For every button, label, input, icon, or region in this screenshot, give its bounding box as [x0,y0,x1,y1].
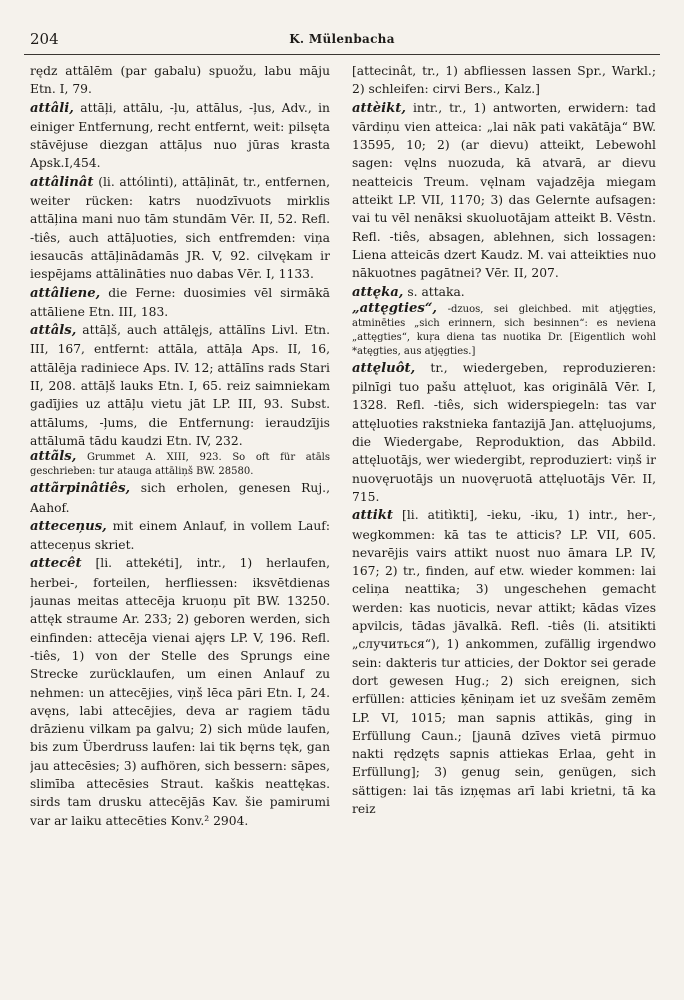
headword: „attęgties“, [352,300,438,316]
dictionary-entry [30,173,330,284]
headword: attãls, [30,449,77,465]
header-rule [24,54,660,55]
dictionary-entry [30,450,330,479]
right-column [352,62,656,982]
entry-text: -dzuos, sei gleichbed. mit atjęgties, atminēties „sich erinnern, sich besinnen“: es neviena „attęgties“, kuŗa diena tas nuotika Dr. [Eigentlich wohl *atęgties, aus atjęgties.] [352,303,656,357]
headword: attâlinât [30,174,94,190]
dictionary-entry [30,321,330,450]
dictionary-entry [352,506,656,818]
dictionary-entry [30,99,330,173]
dictionary-entry [30,479,330,517]
headword: atteceņus, [30,518,107,534]
entry-text: tr., wiedergeben, reproduzieren: pilnīgi tuo pašu attęluot, kas originālā Vēr. I, 1328. Refl. -tiês, sich widerspiegeln: tas var attęluoties rakstnieka fantazijā Jan. attęluojums, die Wiedergabe, Reproduktion, das Abbild. attęluotājs, wer wiedergibt, reproduziert: viņš ir nuovęruotājs un nuovęruotā attęluotājs Vēr. II, 715. [352,360,656,504]
entry-text: Grummet A. XIII, 923. So oft für atāls geschrieben: tur atauga attāliņš BW. 28580. [30,452,330,478]
entry-text: die Ferne: duosimies vēl sirmākā attāliene Etn. III, 183. [30,285,330,319]
dictionary-entry [30,554,330,829]
headword: attâls, [30,323,77,339]
headword: attèikt, [352,100,406,116]
headword: attikt [352,508,393,524]
dictionary-entry [352,302,656,359]
dictionary-entry [30,517,330,555]
entry-text: [li. atteke̒ti], intr., 1) herlaufen, herbei-, forteilen, herfliessen: iksvētdienas jaunas meitas attecēja kruoņu pīt BW. 13250. attęk straume Ar. 233; 2) geboren werden, sich einfinden: attecēja vienai ajęrs LP. V, 196. Refl. -tiês, 1) von der Stelle des Sprungs eine Strecke zurücklaufen, um einen Anlauf zu nehmen: un attecējies, viņš lēca pāri Etn. I, 24. avęns, labi attecējies, deva ar ragiem tādu drāzienu vilkam pa galvu; 2) sich müde laufen, bis zum Überdruss laufen: lai tik bęrns tęk, gan jau attecēsies; 3) aufhören, sich bessern: sāpes, slimība attecēsies Straut. kaškis neattękas. sirds tam drusku attecējās Kav. šie pamirumi var ar laiku attecēties Konv.² 2904. [30,556,330,828]
entry-text: rędz attālēm (par gabalu) spuožu, labu māju Etn. I, 79. [30,64,330,97]
dictionary-entry [352,283,656,302]
headword: attęluôt, [352,360,416,376]
page-number: 204 [30,30,59,48]
page-header [24,30,660,54]
entry-text: sich erholen, genesen Ruj., Aahof. [30,481,330,515]
entry-text: attāļi, attālu, -ļu, attālus, -ļus, Adv., in einiger Entfernung, recht entfernt, weit: pilsęta stāvējuse diezgan attāļus nuo jūras krasta Apsk.I,454. [30,100,330,171]
dictionary-entry [352,99,656,283]
entry-text: intr., tr., 1) antworten, erwidern: tad vārdiņu vien atteica: „lai nāk pati vakātāja“ BW. 13595, 10; 2) (ar dievu) atteikt, Lebewohl sagen: vęlns nuozuda, kā atvarā, ar dievu neatteicis Treum. vęlnam vajadzēja miegam atteikt LP. VII, 1170; 3) das Gelernte aufsagen: vai tu vēl nenāksi skuoluotājam atteikt B. Vēstn. Refl. -tiês, absagen, ablehnen, sich lossagen: Liena atteicās dzert Kaudz. M. vai atteikties nuo nākuotnes pagātnei? Vēr. II, 207. [352,100,656,281]
dictionary-entry [352,359,656,506]
entry-text: attāļš, auch attālęjs, attālīns Livl. Etn. III, 167, entfernt: attāla, attāļa Aps. II, 16, attālēja radiniece Aps. IV. 12; attālīns rads Stari II, 208. attāļš lauks Etn. I, 65. reiz saimniekam gadījies uz attāļu vietu jāt LP. III, 93. Subst. attālums, -ļums, die Entfernung: ieraudzījis attālumā tādu kaudzi Etn. IV, 232. [30,323,330,448]
headword: attâliene, [30,285,101,301]
entry-text: (li. attólinti), attāļināt, tr., entfernen, weiter rücken: katrs nuodzīvuots mirklis attāļina mani nuo tām stundām Vēr. II, 52. Refl. -tiês, auch attāļuoties, sich entfremden: viņa iesaucās attāļinādamās JR. V, 92. cilvękam ir iespējams attālināties nuo dabas Vēr. I, 1133. [30,174,330,282]
headword: attãrpinâtiês, [30,481,131,497]
headword: attâli, [30,100,74,116]
entry-text: s. attaka. [407,284,465,299]
dictionary-entry [30,62,330,99]
running-title: K. Mülenbacha [289,32,395,46]
left-column [30,62,330,982]
entry-text: [li. atitìkti], -ieku, -iku, 1) intr., her-, wegkommen: kā tas te atticis? LP. VII, 605. nevarējis vairs attikt nuost nuo āmara LP. IV, 167; 2) tr., finden, auf etw. wieder kommen: lai celiņa neattika; 3) ungeschehen gemacht werden: kas nuoticis, nevar attikt; kādas vīzes apvilcis, tādas jāvalkā. Refl. -tiês (li. atsitikti „случиться“), 1) ankommen, zufällig irgendwo sein: dakteris tur atticies, der Doktor sei gerade dort gewesen Hug.; 2) sich ereignen, sich erfüllen: atticies ķēniņam iet uz svešām zemēm LP. VI, 1015; man sapnis attikās, ging in Erfüllung Caun.; [jaunā dzīves vietā pirmuo nakti rędzęts sapnis attiekas Erlaa, geht in Erfüllung]; 3) genug sein, genügen, sich sättigen: lai tās izņęmas arī labi krietni, tā ka reiz [352,508,656,816]
headword: attęka, [352,284,404,300]
dictionary-entry [30,284,330,322]
headword: attecêt [30,556,82,572]
entry-text: [attecinât, tr., 1) abfliessen lassen Spr., Warkl.; 2) schleifen: cirvi Bers., Kalz.] [352,64,656,97]
entry-text: mit einem Anlauf, in vollem Lauf: atteceņus skriet. [30,518,330,553]
dictionary-entry [352,62,656,99]
